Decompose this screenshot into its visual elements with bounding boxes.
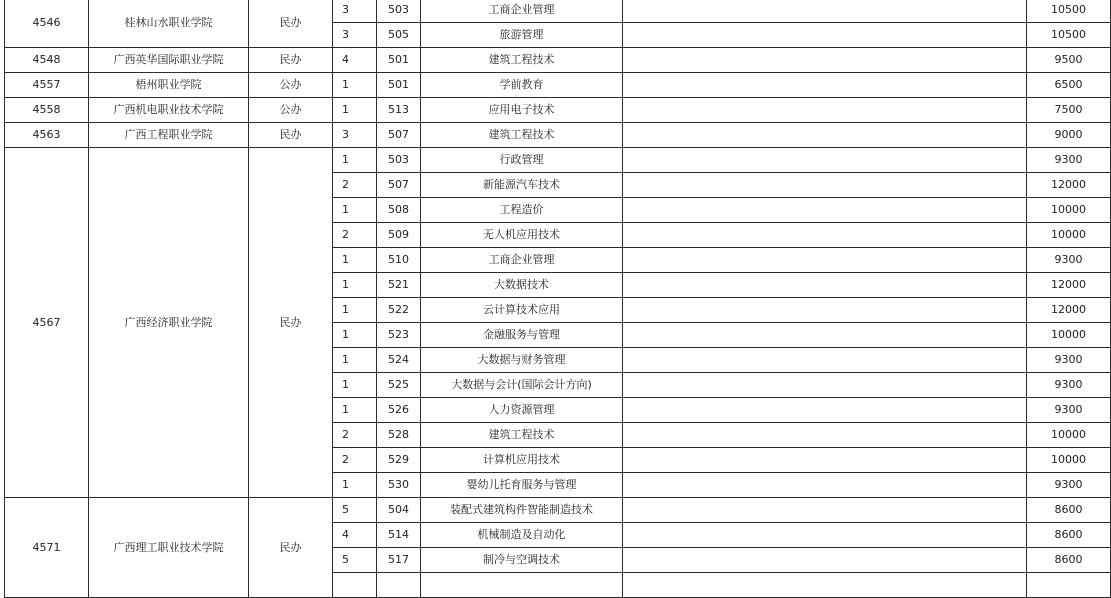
major-code-cell: 501 [377,48,421,73]
school-name-cell: 广西理工职业技术学院 [89,498,249,598]
tuition-fee-cell: 10000 [1027,448,1111,473]
tuition-fee-cell: 9300 [1027,473,1111,498]
major-name-cell: 无人机应用技术 [421,223,623,248]
school-code-cell: 4567 [5,148,89,498]
major-code-cell: 522 [377,298,421,323]
school-name-cell: 梧州职业学院 [89,73,249,98]
table-row [5,498,1111,523]
tuition-fee-cell: 8600 [1027,523,1111,548]
tuition-fee-cell [1027,573,1111,598]
major-name-cell: 制冷与空调技术 [421,548,623,573]
school-type-cell: 公办 [249,73,333,98]
plan-count-cell: 1 [333,348,377,373]
major-name-cell: 应用电子技术 [421,98,623,123]
tuition-fee-cell: 9300 [1027,373,1111,398]
plan-count-cell: 5 [333,548,377,573]
major-code-cell: 508 [377,198,421,223]
note-cell [623,248,1027,273]
major-code-cell: 504 [377,498,421,523]
plan-count-cell: 1 [333,273,377,298]
major-name-cell: 旅游管理 [421,23,623,48]
school-name-cell: 广西英华国际职业学院 [89,48,249,73]
school-name-cell: 桂林山水职业学院 [89,0,249,48]
plan-count-cell: 1 [333,323,377,348]
note-cell [623,473,1027,498]
tuition-fee-cell: 9500 [1027,48,1111,73]
plan-count-cell: 3 [333,123,377,148]
note-cell [623,323,1027,348]
school-name-cell: 广西工程职业学院 [89,123,249,148]
table-row [5,98,1111,123]
school-type-cell: 民办 [249,148,333,498]
tuition-fee-cell: 9300 [1027,398,1111,423]
note-cell [623,573,1027,598]
tuition-fee-cell: 12000 [1027,298,1111,323]
major-name-cell: 工商企业管理 [421,0,623,23]
table-row [5,148,1111,173]
school-type-cell: 民办 [249,498,333,598]
note-cell [623,548,1027,573]
major-name-cell: 人力资源管理 [421,398,623,423]
note-cell [623,373,1027,398]
note-cell [623,523,1027,548]
tuition-fee-cell: 9000 [1027,123,1111,148]
school-code-cell: 4563 [5,123,89,148]
note-cell [623,423,1027,448]
major-name-cell: 婴幼儿托育服务与管理 [421,473,623,498]
major-name-cell: 建筑工程技术 [421,123,623,148]
plan-count-cell: 3 [333,0,377,23]
note-cell [623,198,1027,223]
major-code-cell: 505 [377,23,421,48]
major-code-cell: 528 [377,423,421,448]
major-name-cell: 建筑工程技术 [421,48,623,73]
school-name-cell: 广西经济职业学院 [89,148,249,498]
school-type-cell: 民办 [249,123,333,148]
plan-count-cell: 1 [333,73,377,98]
tuition-fee-cell: 8600 [1027,498,1111,523]
major-name-cell: 装配式建筑构件智能制造技术 [421,498,623,523]
note-cell [623,448,1027,473]
tuition-fee-cell: 10500 [1027,0,1111,23]
major-code-cell: 517 [377,548,421,573]
plan-count-cell: 1 [333,98,377,123]
plan-count-cell: 1 [333,248,377,273]
note-cell [623,273,1027,298]
note-cell [623,173,1027,198]
major-code-cell: 523 [377,323,421,348]
major-code-cell: 524 [377,348,421,373]
plan-count-cell: 3 [333,23,377,48]
school-type-cell: 公办 [249,98,333,123]
major-name-cell: 行政管理 [421,148,623,173]
major-code-cell: 513 [377,98,421,123]
plan-count-cell: 1 [333,398,377,423]
note-cell [623,73,1027,98]
note-cell [623,398,1027,423]
tuition-fee-cell: 9300 [1027,248,1111,273]
major-name-cell: 计算机应用技术 [421,448,623,473]
major-code-cell: 510 [377,248,421,273]
school-type-cell: 民办 [249,0,333,48]
major-name-cell: 大数据与会计(国际会计方向) [421,373,623,398]
plan-count-cell: 2 [333,223,377,248]
school-code-cell: 4546 [5,0,89,48]
note-cell [623,223,1027,248]
plan-count-cell [333,573,377,598]
note-cell [623,148,1027,173]
plan-count-cell: 1 [333,298,377,323]
major-name-cell: 金融服务与管理 [421,323,623,348]
tuition-fee-cell: 9300 [1027,148,1111,173]
plan-count-cell: 1 [333,373,377,398]
major-code-cell: 509 [377,223,421,248]
major-name-cell [421,573,623,598]
major-code-cell: 514 [377,523,421,548]
table-row [5,0,1111,23]
plan-count-cell: 2 [333,173,377,198]
table-body [5,0,1111,598]
major-name-cell: 机械制造及自动化 [421,523,623,548]
major-name-cell: 新能源汽车技术 [421,173,623,198]
major-code-cell [377,573,421,598]
school-code-cell: 4558 [5,98,89,123]
table-row [5,48,1111,73]
major-name-cell: 学前教育 [421,73,623,98]
major-code-cell: 503 [377,148,421,173]
plan-count-cell: 4 [333,523,377,548]
plan-count-cell: 1 [333,148,377,173]
plan-count-cell: 1 [333,473,377,498]
major-code-cell: 521 [377,273,421,298]
note-cell [623,48,1027,73]
note-cell [623,498,1027,523]
enrollment-plan-table [4,0,1111,598]
tuition-fee-cell: 12000 [1027,173,1111,198]
tuition-fee-cell: 9300 [1027,348,1111,373]
major-code-cell: 525 [377,373,421,398]
note-cell [623,123,1027,148]
major-code-cell: 501 [377,73,421,98]
plan-count-cell: 5 [333,498,377,523]
plan-count-cell: 2 [333,423,377,448]
school-name-cell: 广西机电职业技术学院 [89,98,249,123]
major-code-cell: 507 [377,123,421,148]
plan-count-cell: 4 [333,48,377,73]
tuition-fee-cell: 10000 [1027,323,1111,348]
note-cell [623,298,1027,323]
school-code-cell: 4557 [5,73,89,98]
note-cell [623,348,1027,373]
note-cell [623,98,1027,123]
note-cell [623,0,1027,23]
table-row [5,123,1111,148]
tuition-fee-cell: 7500 [1027,98,1111,123]
major-name-cell: 工商企业管理 [421,248,623,273]
tuition-fee-cell: 10000 [1027,423,1111,448]
major-name-cell: 大数据技术 [421,273,623,298]
major-name-cell: 工程造价 [421,198,623,223]
major-code-cell: 530 [377,473,421,498]
note-cell [623,23,1027,48]
major-code-cell: 507 [377,173,421,198]
major-name-cell: 大数据与财务管理 [421,348,623,373]
major-code-cell: 529 [377,448,421,473]
tuition-fee-cell: 12000 [1027,273,1111,298]
school-code-cell: 4548 [5,48,89,73]
plan-count-cell: 1 [333,198,377,223]
tuition-fee-cell: 10500 [1027,23,1111,48]
tuition-fee-cell: 10000 [1027,223,1111,248]
major-code-cell: 503 [377,0,421,23]
tuition-fee-cell: 10000 [1027,198,1111,223]
major-code-cell: 526 [377,398,421,423]
table-row [5,73,1111,98]
plan-count-cell: 2 [333,448,377,473]
school-code-cell: 4571 [5,498,89,598]
major-name-cell: 建筑工程技术 [421,423,623,448]
school-type-cell: 民办 [249,48,333,73]
tuition-fee-cell: 8600 [1027,548,1111,573]
major-name-cell: 云计算技术应用 [421,298,623,323]
tuition-fee-cell: 6500 [1027,73,1111,98]
